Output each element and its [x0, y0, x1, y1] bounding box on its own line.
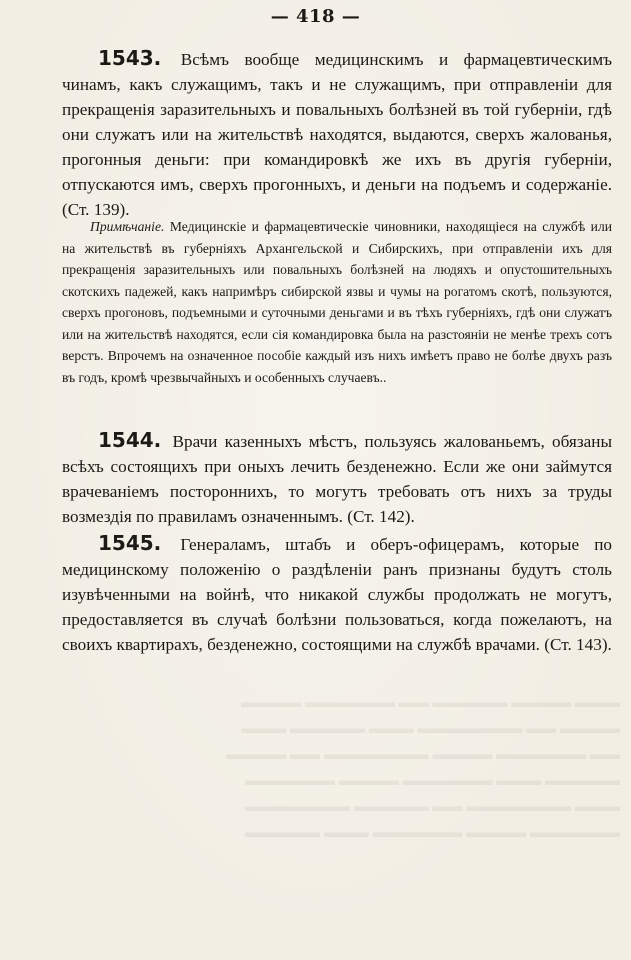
note-text: Медицинскіе и фармацевтическіе чиновники, находящіеся на службѣ или на жительствѣ въ губерніяхъ Архангельской и Сибирскихъ, при отправленіи ихъ для прекращенія заразительныхъ или повальныхъ болѣзней на людяхъ и опустошительныхъ скотскихъ падежей, какъ напримѣръ сибирской язвы и чумы на рогатомъ скотѣ, пользуются, сверхъ прогоновъ, подъемными и суточными деньгами и въ тѣхъ губерніяхъ, гдѣ они служатъ или на жительствѣ находятся, если сія командировка была на разстояніи не менѣе трехъ сотъ верстъ. Впрочемъ на означенное пособіе каждый изъ нихъ имѣетъ право не болѣе двухъ разъ въ годъ, кромѣ чрезвычайныхъ и особенныхъ случаевъ.. — [62, 219, 612, 385]
page-number: — 418 — — [270, 6, 361, 27]
note-label: Примѣчаніе. — [90, 219, 165, 234]
article-1545 — [62, 531, 612, 657]
article-1543-note — [62, 216, 612, 388]
article-1543 — [62, 46, 612, 222]
article-text: Врачи казенныхъ мѣстъ, пользуясь жалованьемъ, обязаны всѣхъ состоящихъ при оныхъ лечить безденежно. Если же они займутся врачеваніемъ постороннихъ, то могутъ требовать отъ нихъ за труды возмездія по правиламъ означеннымъ. (Ст. 142). — [62, 432, 613, 526]
article-text: Всѣмъ вообще медицинскимъ и фармацевтическимъ чинамъ, какъ служащимъ, такъ и не служащимъ, при отправленіи для прекращенія заразительныхъ и повальныхъ болѣзней въ той губерніи, гдѣ они служатъ или на жительствѣ находятся, выдаются, сверхъ жалованья, прогонныя деньги: при командировкѣ же ихъ въ другія губерніи, отпускаются имъ, сверхъ прогонныхъ, и деньги на подъемъ и содержаніе. (Ст. 139). — [62, 50, 613, 219]
article-number: 1543. — [98, 46, 162, 70]
article-1544 — [62, 428, 612, 529]
article-number: 1544. — [98, 428, 162, 452]
bleed-through-texture: ▬▬▬ ▬▬▬▬ ▬▬▬▬▬ ▬▬ ▬▬▬▬▬▬ ▬▬▬▬ ▬▬▬▬ ▬▬ ▬▬▬▬▬▬▬ ▬▬▬ ▬▬▬▬▬ ▬▬▬ ▬▬ ▬▬▬▬▬▬ ▬▬▬▬ ▬▬▬▬▬▬▬ ▬▬ ▬▬▬▬ ▬▬▬▬▬ ▬▬▬ ▬▬▬▬▬▬ ▬▬▬▬ ▬▬▬▬▬▬ ▬▬▬ ▬▬▬▬▬▬▬ ▬▬ ▬▬▬▬▬ ▬▬▬▬▬▬▬ ▬▬▬▬▬▬ ▬▬▬▬ ▬▬▬▬▬▬ ▬▬▬ ▬▬▬▬▬ — [226, 695, 620, 841]
article-text: Генераламъ, штабъ и оберъ-офицерамъ, которые по медицинскому положенію о раздѣленіи ранъ признаны будутъ столь изувѣченными на войнѣ, что никакой службы продолжать не могутъ, предоставляется въ случаѣ болѣзни пользоваться, когда пожелаютъ, на своихъ квартирахъ, безденежно, состоящими на службѣ врачами. (Ст. 143). — [62, 535, 612, 654]
article-number: 1545. — [98, 531, 162, 555]
